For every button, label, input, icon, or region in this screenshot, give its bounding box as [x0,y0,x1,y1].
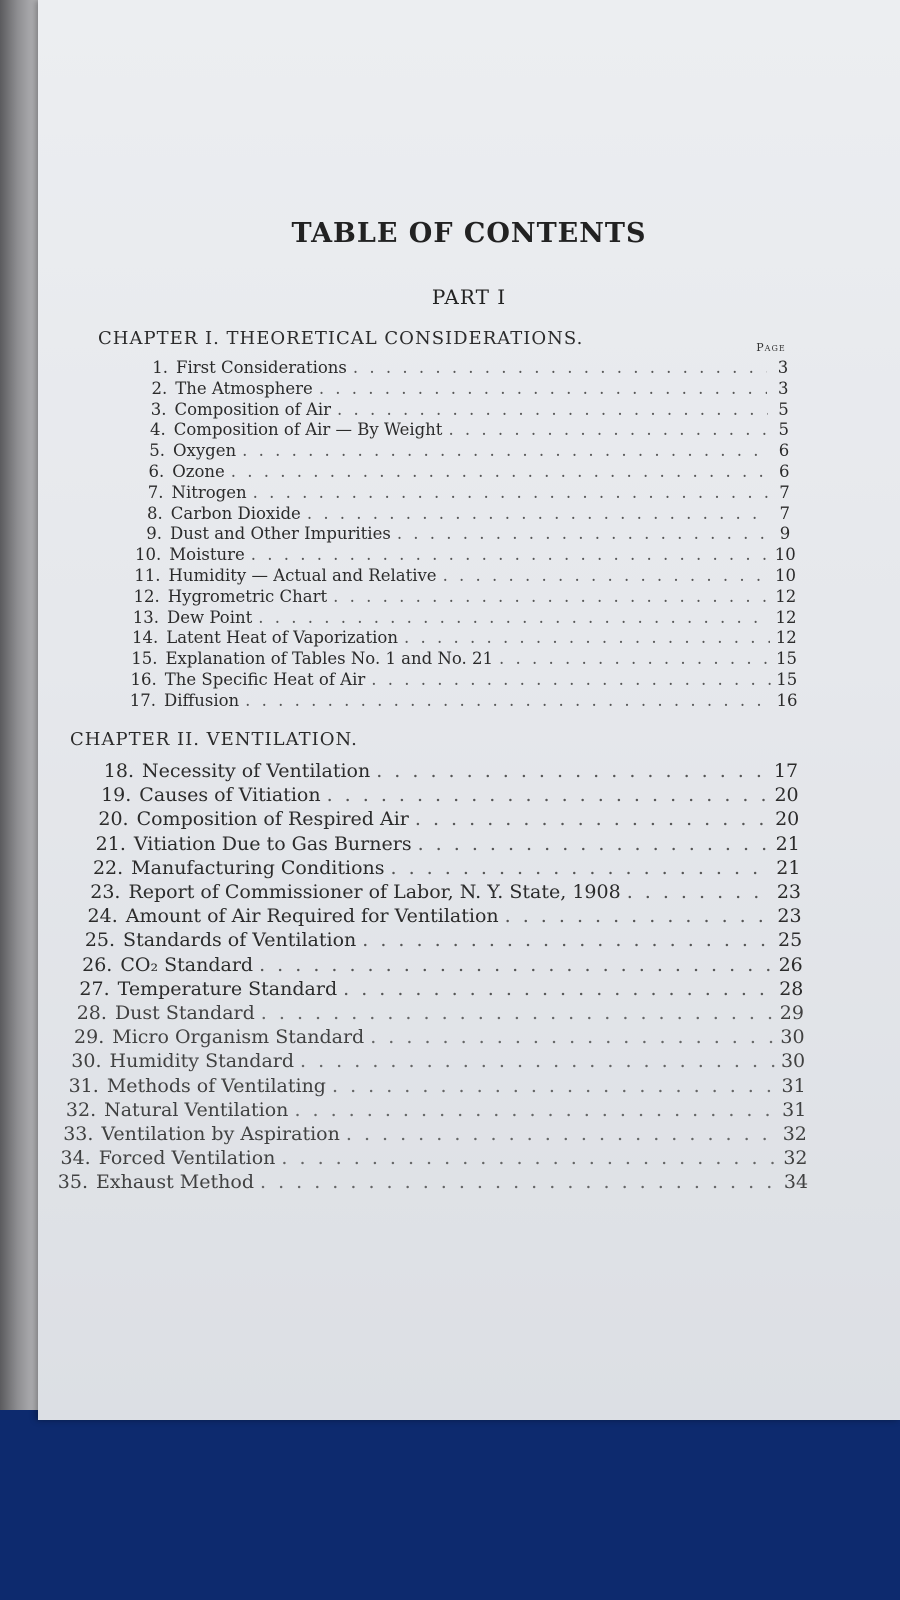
toc-entry [73,1002,810,1024]
entry-number: 9. [146,524,162,544]
entry-title: Composition of Respired Air [136,808,409,831]
entry-number: 5. [149,441,165,461]
page-column-label: Page [756,341,786,354]
entry-page-number: 21 [775,832,800,855]
entry-number: 25. [84,929,116,952]
entry-title: The Specific Heat of Air [164,670,366,689]
toc-entry [68,1050,812,1072]
entry-page-number: 23 [777,905,802,928]
dot-leader [261,1002,774,1024]
entry-page-number: 12 [775,607,797,627]
toc-entry [135,441,800,460]
entry-page-number: 12 [775,628,797,648]
dot-leader [251,545,770,564]
dot-leader [300,1050,775,1072]
toc-entry [54,1171,814,1193]
entry-number: 23. [90,881,121,903]
toc-entry [59,1123,812,1145]
toc-entry [62,1099,812,1121]
dot-leader [258,608,770,627]
entry-title: Diffusion [164,690,240,710]
toc-entry [133,504,801,523]
entry-page-number: 3 [777,358,789,377]
toc-entry [92,833,806,855]
toc-entry [76,978,810,1000]
toc-entry [129,608,802,627]
entry-page-number: 30 [780,1026,805,1049]
entry-number: 20. [98,808,129,831]
dot-leader [343,978,773,1000]
entry-title: Ventilation by Aspiration [101,1123,340,1145]
entry-page-number: 32 [782,1123,807,1145]
entry-title: Dust and Other Impurities [170,524,391,544]
toc-entry [131,545,801,564]
entry-number: 2. [151,378,168,398]
dot-leader [353,358,767,377]
entry-number: 1. [152,358,168,377]
entry-page-number: 28 [779,977,804,1000]
entry-page-number: 34 [783,1171,809,1194]
entry-title: Dew Point [167,607,253,627]
dot-leader [404,628,770,647]
entry-number: 21. [95,832,126,855]
dot-leader [443,566,770,585]
entry-page-number: 5 [778,420,789,440]
dot-leader [505,905,772,927]
entry-number: 32. [65,1098,97,1121]
entry-title: Composition of Air — By Weight [173,420,443,440]
entry-page-number: 15 [776,670,798,689]
entry-page-number: 7 [779,503,790,523]
toc-entry [137,379,799,398]
toc-entry [89,857,806,879]
toc-entry [84,905,808,927]
entry-title: Necessity of Ventilation [142,760,371,782]
dot-leader [332,1075,776,1097]
dot-leader [294,1099,776,1121]
toc-entry [86,881,806,903]
toc-entry [132,524,801,543]
toc-entry [57,1147,814,1169]
toc-entry [128,628,802,647]
entry-title: Moisture [169,545,245,565]
book-spine-edge [0,0,38,1410]
entry-number: 35. [57,1171,88,1194]
dot-leader [362,929,772,951]
entry-title: Methods of Ventilating [106,1074,326,1097]
entry-title: Humidity — Actual and Relative [168,566,437,585]
entry-number: 7. [147,482,164,502]
entry-page-number: 3 [778,378,789,398]
entry-number: 15. [131,649,158,669]
dot-leader [337,400,767,419]
toc-entry [97,784,804,806]
entry-number: 13. [132,607,159,627]
entry-page-number: 20 [774,784,799,807]
entry-title: Humidity Standard [109,1050,295,1073]
dot-leader [260,1171,778,1193]
entry-number: 14. [132,628,159,648]
entry-title: Explanation of Tables No. 1 and No. 21 [165,649,494,669]
entry-title: Report of Commissioner of Labor, N. Y. State, 1908 [128,881,621,903]
dot-leader [370,1026,774,1048]
entry-title: First Considerations [176,358,347,377]
entry-title: The Atmosphere [175,378,313,398]
entry-title: Standards of Ventilation [123,929,357,952]
dot-leader [415,808,769,830]
entry-title: Composition of Air [174,399,332,419]
entry-page-number: 17 [773,760,799,782]
toc-entry [138,358,799,377]
part-heading: PART I [431,285,507,309]
chapter-heading: CHAPTER I. THEORETICAL CONSIDERATIONS. [98,328,584,349]
entry-title: Natural Ventilation [104,1098,289,1121]
entry-number: 16. [130,670,157,689]
entry-page-number: 32 [783,1147,808,1170]
toc-entry [95,808,806,830]
toc-entry [81,929,808,951]
dot-leader [448,420,767,439]
toc-entry [137,400,800,419]
entry-title: Dust Standard [114,1002,255,1024]
entry-page-number: 29 [779,1002,804,1024]
entry-title: Ozone [172,462,225,481]
dot-leader [307,504,769,523]
entry-number: 28. [76,1002,107,1024]
entry-number: 3. [150,399,167,419]
entry-page-number: 6 [778,441,790,461]
entry-title: Micro Organism Standard [112,1026,365,1049]
dot-leader [391,857,771,879]
entry-page-number: 9 [779,524,791,544]
entry-title: Amount of Air Required for Ventilation [125,905,499,928]
toc-entry [134,483,801,502]
dot-leader [346,1123,777,1145]
dot-leader [327,784,769,806]
dot-leader [333,587,770,606]
entry-title: Oxygen [173,441,237,461]
entry-page-number: 12 [775,586,797,606]
entry-number: 33. [63,1123,94,1145]
toc-entry [65,1075,812,1097]
entry-title: Causes of Vitiation [139,784,321,807]
dot-leader [231,462,768,481]
entry-title: Vitiation Due to Gas Burners [133,832,412,855]
dot-leader [499,649,770,668]
entry-page-number: 31 [782,1098,807,1121]
entry-page-number: 21 [776,856,801,879]
entry-number: 19. [101,784,132,807]
entry-number: 22. [92,856,124,879]
entry-page-number: 31 [781,1074,806,1097]
dot-leader [376,760,768,782]
entry-page-number: 10 [774,545,796,565]
dot-leader [242,441,768,460]
entry-page-number: 26 [778,953,803,976]
dot-leader [259,954,773,976]
entry-page-number: 10 [775,566,796,585]
toc-entry [128,649,803,668]
toc-entry [126,691,803,710]
entry-title: Exhaust Method [96,1171,254,1194]
book-page [38,0,900,1420]
entry-page-number: 5 [778,399,789,419]
entry-page-number: 25 [778,929,803,952]
dot-leader [418,833,770,855]
entry-number: 12. [133,586,160,606]
toc-entry [78,954,808,976]
entry-number: 27. [79,977,110,1000]
toc-entry [134,462,800,481]
entry-number: 26. [82,953,113,976]
toc-entry [100,760,804,782]
entry-number: 10. [135,545,162,565]
entry-title: Forced Ventilation [98,1147,276,1170]
chapter-heading: CHAPTER II. VENTILATION. [70,729,358,750]
dot-leader [627,881,771,903]
entry-page-number: 15 [776,649,797,669]
entry-number: 29. [74,1026,105,1049]
entry-page-number: 7 [779,482,790,502]
entry-title: Hygrometric Chart [167,586,328,606]
entry-number: 6. [148,462,165,481]
entry-number: 30. [71,1050,102,1073]
entry-title: CO₂ Standard [120,953,254,976]
entry-title: Nitrogen [171,482,247,502]
entry-title: Temperature Standard [117,977,338,1000]
page-title: TABLE OF CONTENTS [291,218,647,249]
entry-number: 4. [150,420,166,440]
entry-number: 11. [134,566,161,585]
toc-entry [127,670,803,689]
dot-leader [319,379,767,398]
entry-title: Manufacturing Conditions [131,856,385,879]
entry-title: Carbon Dioxide [170,503,301,523]
entry-number: 24. [87,905,118,928]
toc-entry [131,566,802,585]
entry-number: 17. [129,690,156,710]
entry-page-number: 6 [779,462,790,481]
entry-number: 18. [103,760,134,782]
toc-entry [136,420,800,439]
entry-page-number: 23 [776,881,802,903]
entry-number: 31. [68,1074,99,1097]
entry-page-number: 16 [776,690,798,710]
dot-leader [397,524,769,543]
toc-entry [130,587,802,606]
entry-title: Latent Heat of Vaporization [166,628,398,648]
entry-page-number: 20 [775,808,800,831]
entry-page-number: 30 [780,1050,806,1073]
entry-number: 34. [60,1147,91,1170]
dot-leader [245,691,771,710]
entry-number: 8. [147,503,163,523]
dot-leader [253,483,769,502]
dot-leader [371,670,770,689]
dot-leader [281,1147,777,1169]
toc-entry [70,1026,810,1048]
